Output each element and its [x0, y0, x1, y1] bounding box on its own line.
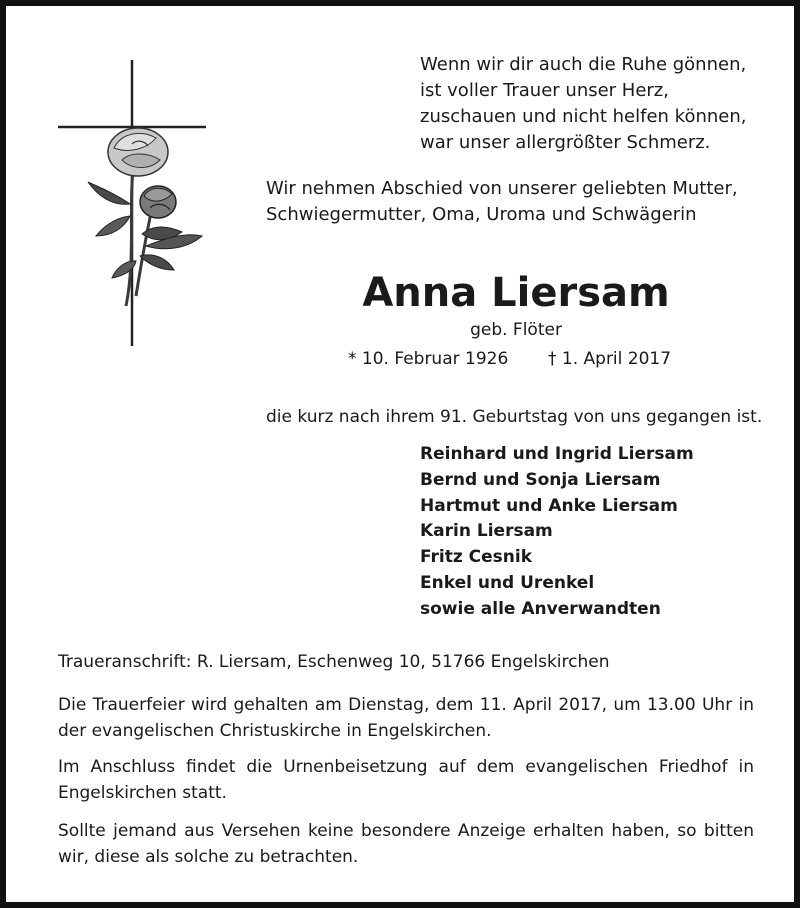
mourning-address: Traueranschrift: R. Liersam, Eschenweg 10, 51766 Engelskirchen	[58, 652, 610, 672]
mourner-name: Enkel und Urenkel	[420, 572, 595, 593]
mourner-name: Reinhard und Ingrid Liersam	[420, 444, 694, 464]
service-paragraph: Die Trauerfeier wird gehalten am Dienstag, dem 11. April 2017, um 13.00 Uhr in der evangelischen Christuskirche in Engelskirchen.	[58, 695, 754, 741]
poem-line: zuschauen und nicht helfen können,	[420, 106, 747, 127]
intro-line: Schwiegermutter, Oma, Uroma und Schwägerin	[266, 204, 697, 225]
mourner-name: Fritz Cesnik	[420, 547, 533, 568]
intro-line: Wir nehmen Abschied von unserer geliebten Mutter,	[266, 178, 738, 199]
mourner-name: Hartmut und Anke Liersam	[420, 495, 678, 516]
poem-line: Wenn wir dir auch die Ruhe gönnen,	[420, 54, 747, 75]
poem-line: war unser allergrößter Schmerz.	[420, 132, 711, 153]
deceased-name: Anna Liersam	[362, 270, 670, 316]
burial-paragraph: Im Anschluss findet die Urnenbeisetzung auf dem evangelischen Friedhof in Engelskirchen statt.	[58, 757, 754, 803]
mourner-name: Karin Liersam	[420, 521, 553, 542]
birth-date: * 10. Februar 1926	[348, 349, 509, 369]
closing-line: die kurz nach ihrem 91. Geburtstag von uns gegangen ist.	[266, 407, 763, 427]
rose-icon	[88, 128, 202, 306]
mourner-name: Bernd und Sonja Liersam	[420, 469, 661, 490]
mourners-list	[420, 442, 694, 623]
farewell-intro	[266, 176, 738, 228]
birth-name: geb. Flöter	[470, 320, 562, 340]
poem-line: ist voller Trauer unser Herz,	[420, 80, 669, 101]
death-date: † 1. April 2017	[548, 349, 672, 369]
poem	[420, 52, 746, 156]
cross-with-roses-icon	[56, 56, 216, 356]
notice-paragraph: Sollte jemand aus Versehen keine besondere Anzeige erhalten haben, so bitten wir, diese als solche zu betrachten.	[58, 821, 754, 867]
mourner-name: sowie alle Anverwandten	[420, 598, 661, 619]
